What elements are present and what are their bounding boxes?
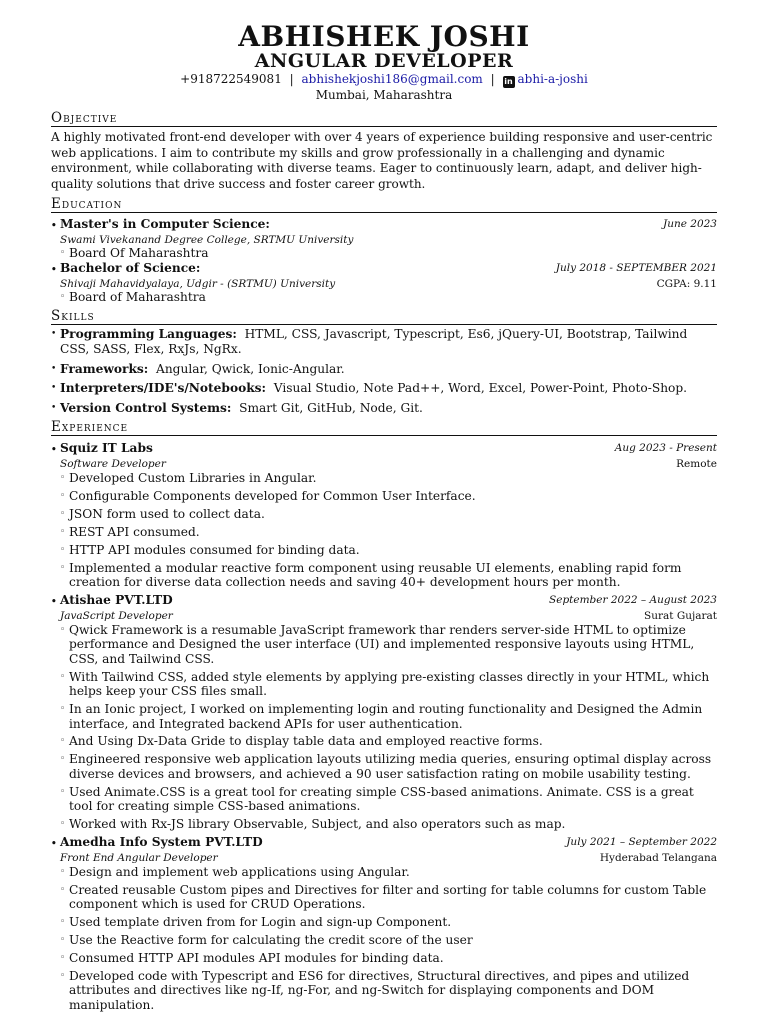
skill-label: Interpreters/IDE's/Notebooks: xyxy=(60,381,267,396)
education-entry xyxy=(51,217,717,261)
bullet-icon: • xyxy=(51,838,57,849)
skill-item xyxy=(51,401,717,416)
point-text: REST API consumed. xyxy=(69,525,200,540)
location: Mumbai, Maharashtra xyxy=(315,88,453,102)
bullet-icon: • xyxy=(51,264,57,275)
board-name: Board Of Maharashtra xyxy=(69,246,209,261)
point-text: Used template driven from for Login and sign-up Component. xyxy=(69,914,452,929)
bullet-icon: • xyxy=(51,363,57,374)
circle-bullet-icon: ◦ xyxy=(60,754,66,765)
point-text: With Tailwind CSS, added style elements by applying pre-existing classes directly in your HTML, which helps keep your CSS files small. xyxy=(69,669,710,699)
list-item xyxy=(51,471,717,486)
education-list xyxy=(51,217,717,304)
separator: | xyxy=(490,72,495,86)
point-text: And Using Dx-Data Gride to display table data and employed reactive forms. xyxy=(69,734,543,749)
job-role: JavaScript Developer xyxy=(60,609,173,622)
skills-list xyxy=(51,327,717,415)
skill-value: HTML, CSS, Javascript, Typescript, Es6, jQuery-UI, Bootstrap, Tailwind CSS, SASS, Flex, RxJs, NgRx. xyxy=(60,327,688,356)
circle-bullet-icon: ◦ xyxy=(60,866,66,877)
linkedin-link[interactable]: abhi-a-joshi xyxy=(517,72,588,86)
email-link[interactable]: abhishekjoshi186@gmail.com xyxy=(301,72,483,86)
list-item xyxy=(51,670,717,699)
list-item xyxy=(51,702,717,731)
contact-line xyxy=(51,72,717,88)
board-name: Board of Maharashtra xyxy=(69,289,206,304)
list-item xyxy=(51,291,717,305)
list-item xyxy=(51,865,717,880)
separator: | xyxy=(289,72,294,86)
skill-label: Version Control Systems: xyxy=(60,400,232,415)
circle-bullet-icon: ◦ xyxy=(60,916,66,927)
circle-bullet-icon: ◦ xyxy=(60,473,66,484)
job-role: Front End Angular Developer xyxy=(60,851,218,864)
skill-value: Visual Studio, Note Pad++, Word, Excel, Power-Point, Photo-Shop. xyxy=(273,381,688,396)
bullet-icon: • xyxy=(51,221,57,232)
list-item xyxy=(51,969,717,1013)
list-item xyxy=(51,883,717,912)
bullet-icon: • xyxy=(51,445,57,456)
list-item xyxy=(51,915,717,930)
candidate-title: ANGULAR DEVELOPER xyxy=(254,50,514,72)
bullet-icon: • xyxy=(51,402,57,413)
section-title-objective: Objective xyxy=(51,110,717,127)
education-date: June 2023 xyxy=(662,218,717,231)
point-text: Qwick Framework is a resumable JavaScript framework thar renders server-side HTML to optimize performance and Designed the user interface (UI) and implemented responsive layouts using HTML, CSS, and Tailwind CSS. xyxy=(69,622,695,666)
skill-item xyxy=(51,362,717,377)
experience-list xyxy=(51,441,717,1012)
list-item xyxy=(51,543,717,558)
point-text: Used Animate.CSS is a great tool for creating simple CSS-based animations. Animate. CSS is a great tool for creating simple CSS-based animations. xyxy=(69,784,694,814)
job-location: Hyderabad Telangana xyxy=(599,851,717,864)
point-text: HTTP API modules consumed for binding data. xyxy=(69,542,360,557)
circle-bullet-icon: ◦ xyxy=(60,934,66,945)
section-title-skills: Skills xyxy=(51,308,717,325)
list-item xyxy=(51,507,717,522)
circle-bullet-icon: ◦ xyxy=(60,704,66,715)
list-item xyxy=(51,489,717,504)
list-item xyxy=(51,525,717,540)
skill-label: Programming Languages: xyxy=(60,327,237,342)
phone-number: +918722549081 xyxy=(180,72,282,86)
experience-entry xyxy=(51,441,717,589)
point-text: Design and implement web applications using Angular. xyxy=(69,864,410,879)
point-text: Worked with Rx-JS library Observable, Subject, and also operators such as map. xyxy=(69,817,566,832)
list-item xyxy=(51,623,717,667)
education-extra: CGPA: 9.11 xyxy=(656,277,717,290)
circle-bullet-icon: ◦ xyxy=(60,786,66,797)
section-title-experience: Experience xyxy=(51,419,717,436)
list-item xyxy=(51,734,717,749)
candidate-name: ABHISHEK JOSHI xyxy=(238,20,530,53)
circle-bullet-icon: ◦ xyxy=(60,819,66,830)
point-text: Consumed HTTP API modules API modules for binding data. xyxy=(69,950,444,965)
point-text: JSON form used to collect data. xyxy=(69,507,265,522)
list-item xyxy=(51,785,717,814)
bullet-icon: • xyxy=(51,329,57,340)
point-text: Configurable Components developed for Common User Interface. xyxy=(69,489,476,504)
point-text: Use the Reactive form for calculating the credit score of the user xyxy=(69,932,473,947)
circle-bullet-icon: ◦ xyxy=(60,491,66,502)
experience-date: Aug 2023 - Present xyxy=(614,442,717,455)
point-text: Developed code with Typescript and ES6 for directives, Structural directives, and pipes and utilized attributes and directives like ng-If, ng-For, and ng-Switch for displaying components and DOM manipulation. xyxy=(69,968,690,1012)
bullet-icon: • xyxy=(51,383,57,394)
company-name: Amedha Info System PVT.LTD xyxy=(60,834,263,849)
point-text: Engineered responsive web application layouts utilizing media queries, ensuring optimal display across diverse devices and browsers, and achieved a 90 user satisfaction rating on mobile usability testing. xyxy=(69,752,712,781)
list-item xyxy=(51,817,717,832)
list-item xyxy=(51,247,717,261)
experience-date: July 2021 – September 2022 xyxy=(566,835,717,848)
experience-date: September 2022 – August 2023 xyxy=(549,593,717,606)
company-name: Atishae PVT.LTD xyxy=(60,592,173,607)
skill-item xyxy=(51,327,717,356)
education-entry xyxy=(51,261,717,305)
institution: Swami Vivekanand Degree College, SRTMU University xyxy=(60,234,354,247)
company-name: Squiz IT Labs xyxy=(60,441,153,456)
skill-value: Smart Git, GitHub, Node, Git. xyxy=(239,400,423,415)
circle-bullet-icon: ◦ xyxy=(60,291,66,302)
linkedin-icon: in xyxy=(504,77,513,86)
list-item xyxy=(51,752,717,781)
circle-bullet-icon: ◦ xyxy=(60,509,66,520)
experience-entry xyxy=(51,835,717,1012)
point-text: Implemented a modular reactive form component using reusable UI elements, enabling rapid form creation for diverse data collection needs and saving 40+ development hours per month. xyxy=(69,560,682,590)
skill-label: Frameworks: xyxy=(60,361,149,376)
point-text: In an Ionic project, I worked on implementing login and routing functionality and Designed the Admin interface, and Integrated backend APIs for user authentication. xyxy=(69,702,703,731)
objective-text: A highly motivated front-end developer with over 4 years of experience building responsive and user-centric web applications. I aim to contribute my skills and grow professionally in a challenging and dynamic environment, while collaborating with diverse teams. Eager to continuously learn, adapt, and deliver high-quality solutions that drive success and foster career growth. xyxy=(51,130,713,191)
education-date: July 2018 - SEPTEMBER 2021 xyxy=(555,261,717,274)
skill-item xyxy=(51,381,717,396)
degree-name: Master's in Computer Science: xyxy=(60,217,270,232)
section-title-education: Education xyxy=(51,196,717,213)
job-location: Surat Gujarat xyxy=(644,609,717,622)
circle-bullet-icon: ◦ xyxy=(60,544,66,555)
bullet-icon: • xyxy=(51,596,57,607)
circle-bullet-icon: ◦ xyxy=(60,624,66,635)
point-text: Developed Custom Libraries in Angular. xyxy=(69,471,317,486)
resume-header xyxy=(51,0,717,102)
experience-entry xyxy=(51,593,717,832)
job-location: Remote xyxy=(676,458,717,471)
point-text: Created reusable Custom pipes and Directives for filter and sorting for table columns for custom Table component which is used for CRUD Operations. xyxy=(69,882,707,912)
circle-bullet-icon: ◦ xyxy=(60,562,66,573)
circle-bullet-icon: ◦ xyxy=(60,952,66,963)
list-item xyxy=(51,561,717,590)
list-item xyxy=(51,933,717,948)
circle-bullet-icon: ◦ xyxy=(60,248,66,259)
circle-bullet-icon: ◦ xyxy=(60,671,66,682)
list-item xyxy=(51,951,717,966)
institution: Shivaji Mahavidyalaya, Udgir - (SRTMU) University xyxy=(60,277,336,290)
job-role: Software Developer xyxy=(60,458,166,471)
circle-bullet-icon: ◦ xyxy=(60,527,66,538)
degree-name: Bachelor of Science: xyxy=(60,260,201,275)
circle-bullet-icon: ◦ xyxy=(60,970,66,981)
circle-bullet-icon: ◦ xyxy=(60,884,66,895)
skill-value: Angular, Qwick, Ionic-Angular. xyxy=(156,361,345,376)
circle-bullet-icon: ◦ xyxy=(60,736,66,747)
